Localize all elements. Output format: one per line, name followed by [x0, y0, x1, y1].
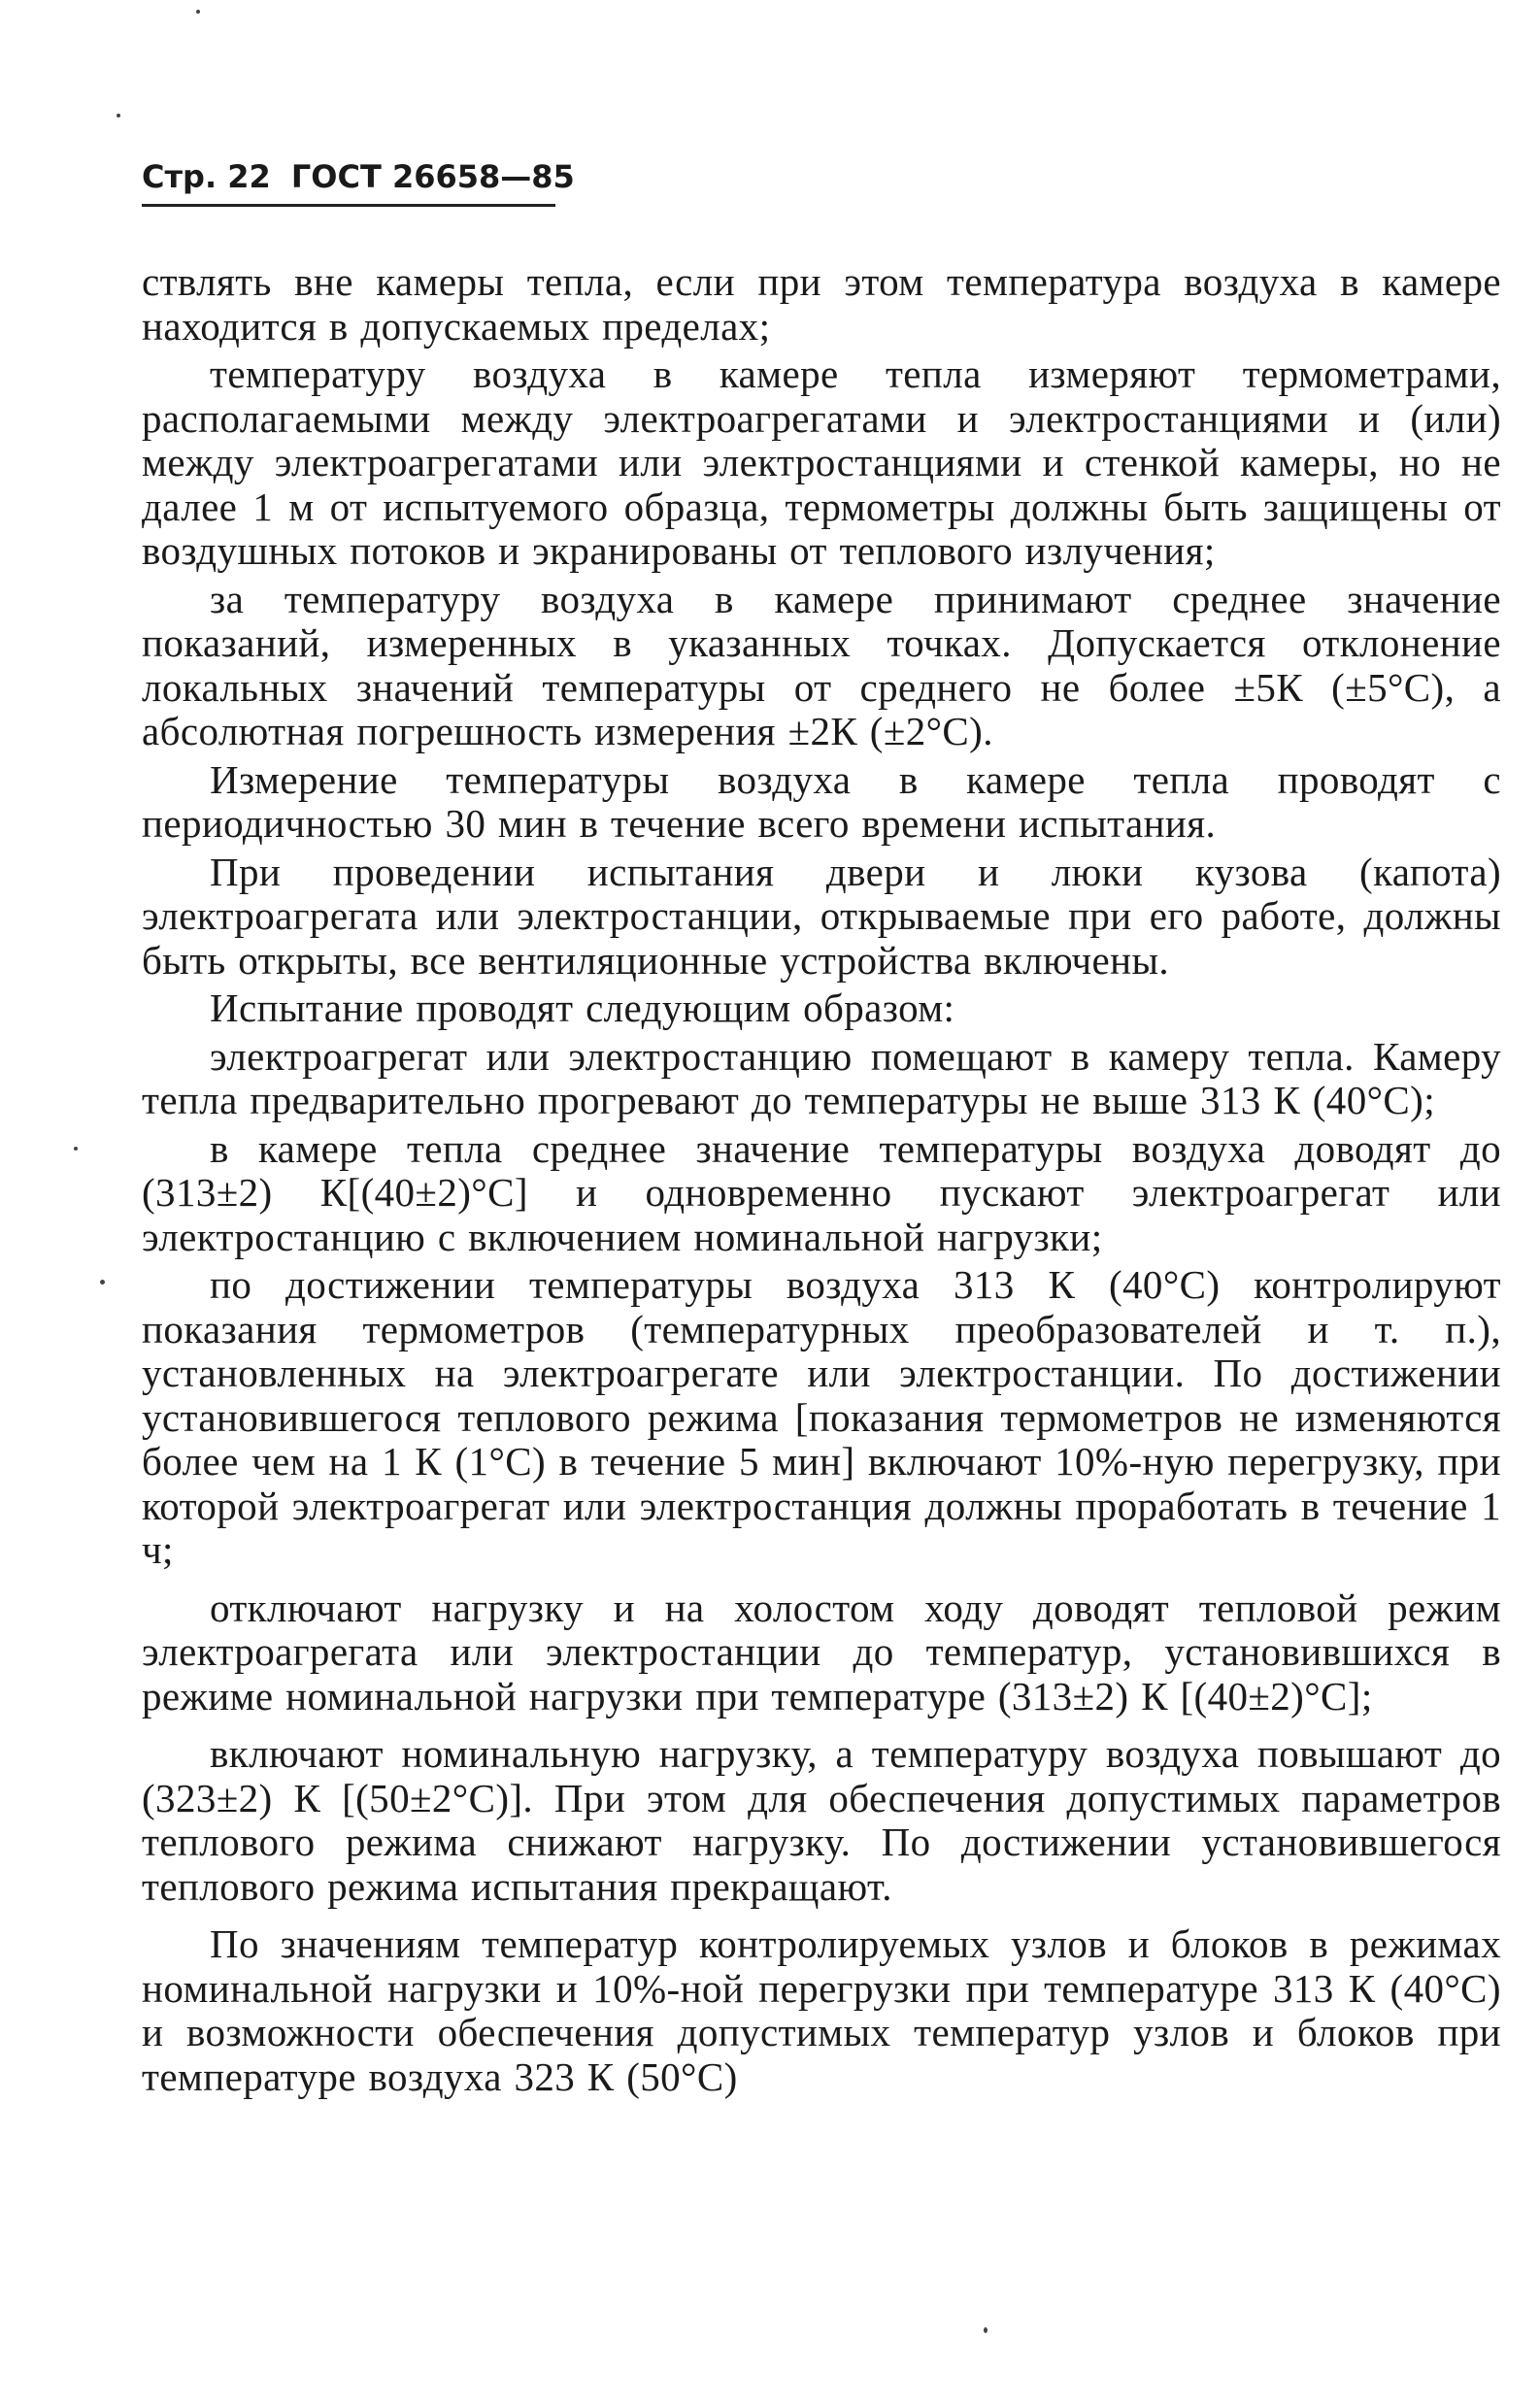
- scan-speck: [196, 10, 200, 14]
- paragraph-air-temperature-measurement: температуру воздуха в камере тепла измеряют термометрами, располагаемыми между электроагрегатами и электростанциями и (или) между электроагрегатами или электростанциями и стенкой камеры, но не далее 1 м от испытуемого образца, термометры должны быть защищены от воздушных потоков и экранированы от теплового излучения;: [142, 351, 1501, 573]
- paragraph-step-323k: включают номинальную нагрузку, а температуру воздуха повышают до (323±2) К [(50±2°С)]. При этом для обеспечения допустимых параметров теплового режима снижают нагрузку. По достижении установившегося теплового режима испытания прекращают.: [142, 1731, 1501, 1909]
- page-number: Стр. 22: [142, 158, 271, 195]
- body-text: [142, 260, 1501, 2103]
- paragraph-doors-open: При проведении испытания двери и люки кузова (капота) электроагрегата или электростанции, открываемые при его работе, должны быть открыты, все вентиляционные устройства включены.: [142, 849, 1501, 983]
- standard-designation: ГОСТ 26658—85: [290, 158, 575, 195]
- scan-speck: [74, 1147, 78, 1151]
- paragraph-continuation: ствлять вне камеры тепла, если при этом температура воздуха в камере находится в допускаемых пределах;: [142, 259, 1501, 349]
- paragraph-measurement-period: Измерение температуры воздуха в камере тепла проводят с периодичностью 30 мин в течение всего времени испытания.: [142, 756, 1501, 846]
- paragraph-step-place-unit: электроагрегат или электростанцию помещают в камеру тепла. Камеру тепла предварительно прогревают до температуры не выше 313 К (40°С);: [142, 1033, 1501, 1122]
- scan-speck: [984, 2327, 988, 2333]
- scan-speck: [117, 114, 120, 117]
- paragraph-evaluation: По значениям температур контролируемых узлов и блоков в режимах номинальной нагрузки и 10%-ной перегрузки при температуре 313 К (40°С) и возможности обеспечения допустимых температур узлов и блоков при температуре воздуха 323 К (50°С): [142, 1921, 1501, 2099]
- page-header: [142, 157, 575, 207]
- paragraph-step-idle: отключают нагрузку и на холостом ходу доводят тепловой режим электроагрегата или электростанции до температур, установившихся в режиме номинальной нагрузки при температуре (313±2) К [(40±2)°С];: [142, 1585, 1501, 1719]
- paragraph-step-overload: по достижении температуры воздуха 313 К (40°С) контролируют показания термометров (температурных преобразователей и т. п.), установленных на электроагрегате или электростанции. По достижении установившегося теплового режима [показания термометров не изменяются более чем на 1 К (1°С) в течение 5 мин] включают 10%-ную перегрузку, при которой электроагрегат или электростанция должны проработать в течение 1 ч;: [142, 1262, 1501, 1572]
- paragraph-procedure-intro: Испытание проводят следующим образом:: [210, 985, 955, 1030]
- scan-speck: [100, 1280, 105, 1285]
- paragraph-step-raise-temperature: в камере тепла среднее значение температуры воздуха доводят до (313±2) К[(40±2)°С] и одновременно пускают электроагрегат или электростанцию с включением номинальной нагрузки;: [142, 1125, 1501, 1259]
- paragraph-average-value: за температуру воздуха в камере принимают среднее значение показаний, измеренных в указанных точках. Допускается отклонение локальных значений температуры от среднего не более ±5К (±5°С), а абсолютная погрешность измерения ±2К (±2°С).: [142, 576, 1501, 753]
